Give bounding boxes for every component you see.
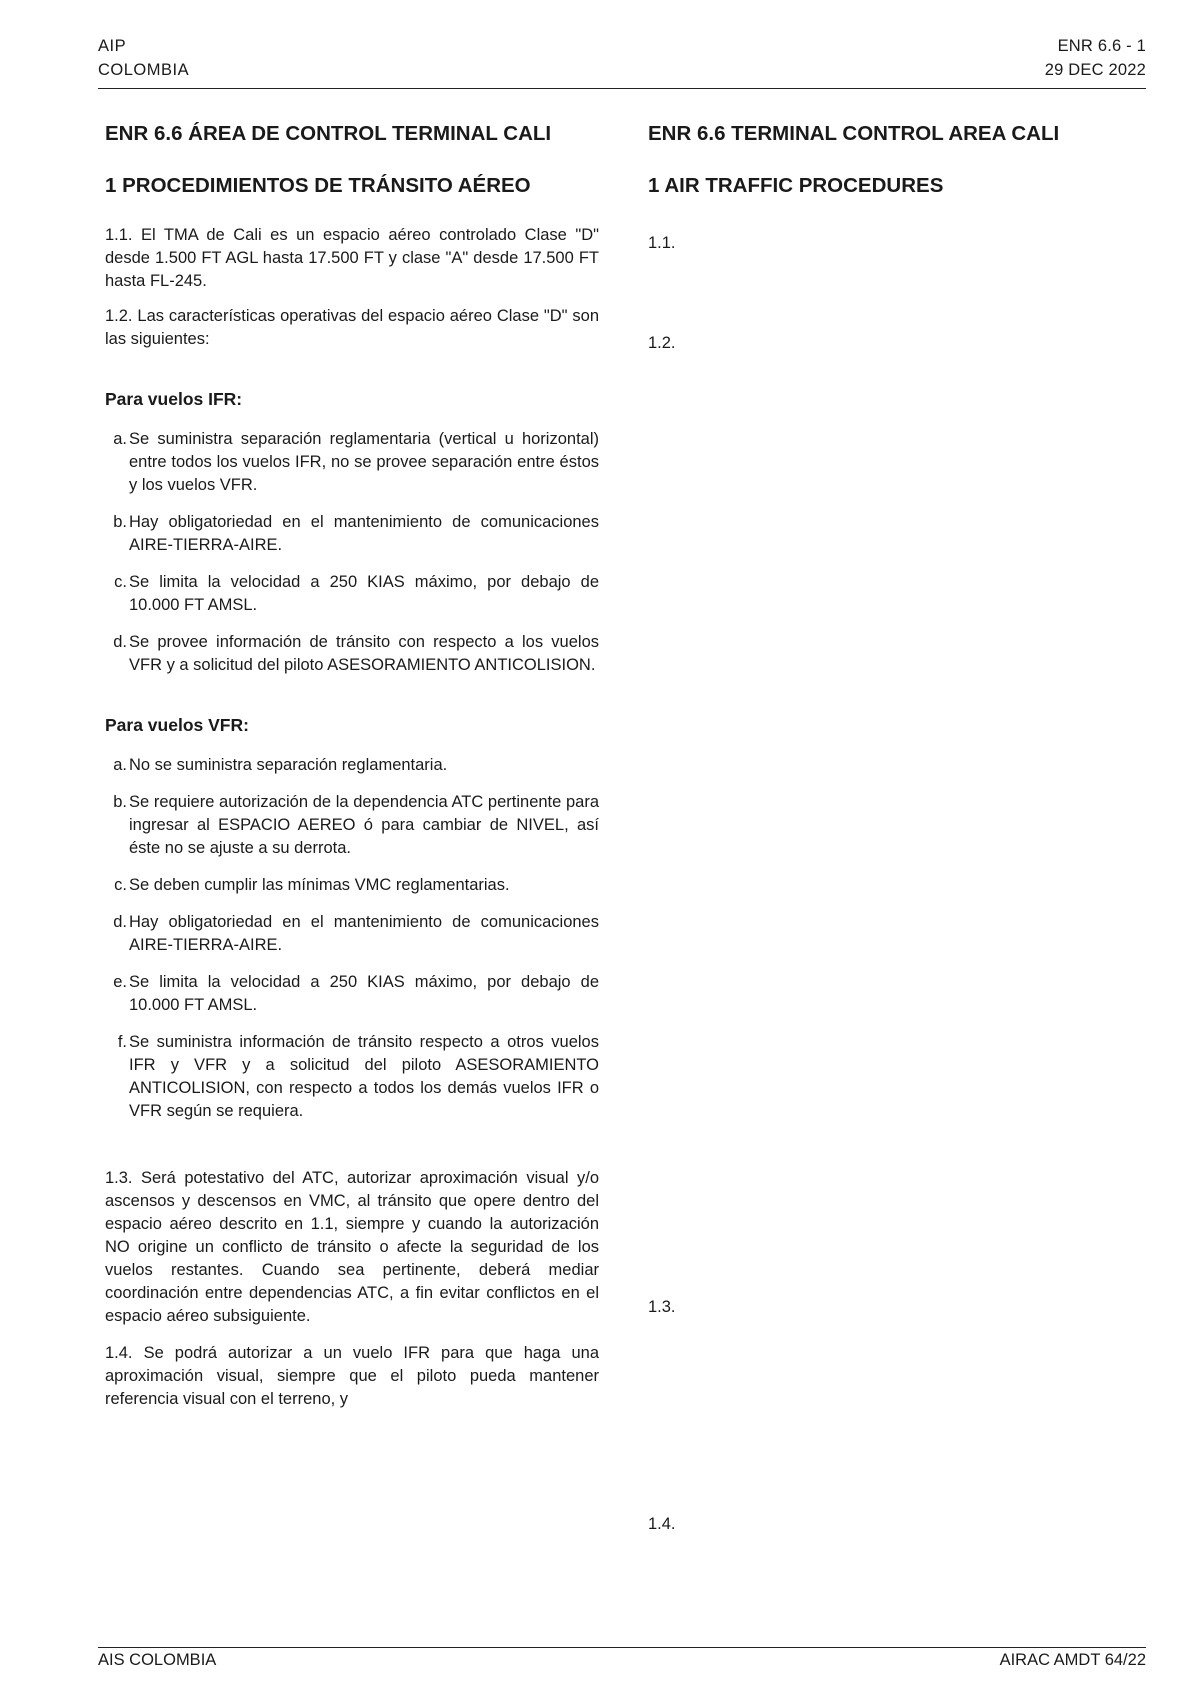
ifr-item-a [105, 428, 599, 497]
english-number-1-3: 1.3. [648, 1298, 676, 1316]
english-number-1-2: 1.2. [648, 334, 676, 352]
vfr-item-letter: e. [113, 973, 127, 991]
paragraph-1-1: 1.1. El TMA de Cali es un espacio aéreo controlado Clase "D" desde 1.500 FT AGL hasta 17.500 FT y clase "A" desde 17.500 FT hasta FL-245. [105, 226, 599, 290]
vfr-item-letter: c. [114, 876, 127, 894]
header-country: COLOMBIA [98, 61, 190, 79]
ifr-heading: Para vuelos IFR: [105, 389, 243, 409]
vfr-item-a [105, 754, 599, 777]
ifr-item-letter: c. [114, 573, 127, 591]
ifr-item-text: Se provee información de tránsito con respecto a los vuelos VFR y a solicitud del piloto ASESORAMIENTO ANTICOLISION. [129, 633, 599, 674]
vfr-item-letter: b. [113, 793, 127, 811]
vfr-item-text: Se requiere autorización de la dependencia ATC pertinente para ingresar al ESPACIO AEREO ó para cambiar de NIVEL, así éste no se ajuste a su derrota. [129, 793, 599, 857]
vfr-item-text: No se suministra separación reglamentaria. [129, 756, 448, 774]
vfr-item-c [105, 874, 599, 897]
vfr-item-text: Hay obligatoriedad en el mantenimiento de comunicaciones AIRE-TIERRA-AIRE. [129, 913, 599, 954]
header-left [98, 34, 189, 82]
english-title: ENR 6.6 TERMINAL CONTROL AREA CALI [648, 122, 1060, 145]
vfr-item-d [105, 911, 599, 957]
spanish-title: ENR 6.6 ÁREA DE CONTROL TERMINAL CALI [105, 122, 552, 145]
vfr-item-letter: f. [117, 1033, 127, 1051]
vfr-item-letter: a. [113, 756, 127, 774]
english-column [648, 120, 1142, 1533]
vfr-heading: Para vuelos VFR: [105, 715, 249, 735]
ifr-item-b [105, 511, 599, 557]
footer-right: AIRAC AMDT 64/22 [999, 1651, 1146, 1669]
footer-left: AIS COLOMBIA [98, 1651, 217, 1669]
vfr-item-text: Se suministra información de tránsito respecto a otros vuelos IFR y VFR y a solicitud del piloto ASESORAMIENTO ANTICOLISION, con respecto a todos los demás vuelos IFR o VFR según se requiera. [129, 1033, 599, 1120]
ifr-item-c [105, 571, 599, 617]
paragraph-1-4: 1.4. Se podrá autorizar a un vuelo IFR para que haga una aproximación visual, siempre que el piloto pueda mantener referencia visual con el terreno, y [105, 1344, 599, 1408]
spanish-column [105, 120, 599, 1411]
spanish-section-heading: 1 PROCEDIMIENTOS DE TRÁNSITO AÉREO [105, 174, 531, 197]
page-header [98, 32, 1146, 89]
header-right [1045, 34, 1146, 82]
ifr-item-d [105, 631, 599, 677]
vfr-item-e [105, 971, 599, 1017]
ifr-item-letter: d. [113, 633, 127, 651]
english-number-1-4: 1.4. [648, 1515, 676, 1533]
english-section-heading: 1 AIR TRAFFIC PROCEDURES [648, 174, 944, 197]
vfr-item-text: Se limita la velocidad a 250 KIAS máximo, por debajo de 10.000 FT AMSL. [129, 973, 599, 1014]
ifr-item-letter: a. [113, 430, 127, 448]
header-page-ref: ENR 6.6 - 1 [1057, 37, 1146, 55]
page-footer [98, 1647, 1146, 1669]
vfr-item-letter: d. [113, 913, 127, 931]
paragraph-1-3: 1.3. Será potestativo del ATC, autorizar aproximación visual y/o ascensos y descensos en VMC, al tránsito que opere dentro del espacio aéreo descrito en 1.1, siempre y cuando la autorización NO origine un conflicto de tránsito o afecte la seguridad de los vuelos restantes. Cuando sea pertinente, deberá mediar coordinación entre dependencias ATC, a fin evitar conflictos en el espacio aéreo subsiguiente. [105, 1169, 599, 1325]
ifr-item-letter: b. [113, 513, 127, 531]
ifr-item-text: Hay obligatoriedad en el mantenimiento de comunicaciones AIRE-TIERRA-AIRE. [129, 513, 599, 554]
english-number-1-1: 1.1. [648, 234, 676, 252]
ifr-item-text: Se suministra separación reglamentaria (vertical u horizontal) entre todos los vuelos IFR, no se provee separación entre éstos y los vuelos VFR. [129, 430, 599, 494]
paragraph-1-2: 1.2. Las características operativas del espacio aéreo Clase "D" son las siguientes: [105, 307, 599, 348]
ifr-item-text: Se limita la velocidad a 250 KIAS máximo, por debajo de 10.000 FT AMSL. [129, 573, 599, 614]
header-date: 29 DEC 2022 [1044, 61, 1146, 79]
vfr-item-f [105, 1031, 599, 1123]
header-aip: AIP [98, 37, 127, 55]
vfr-item-text: Se deben cumplir las mínimas VMC reglamentarias. [129, 876, 510, 894]
vfr-item-b [105, 791, 599, 860]
